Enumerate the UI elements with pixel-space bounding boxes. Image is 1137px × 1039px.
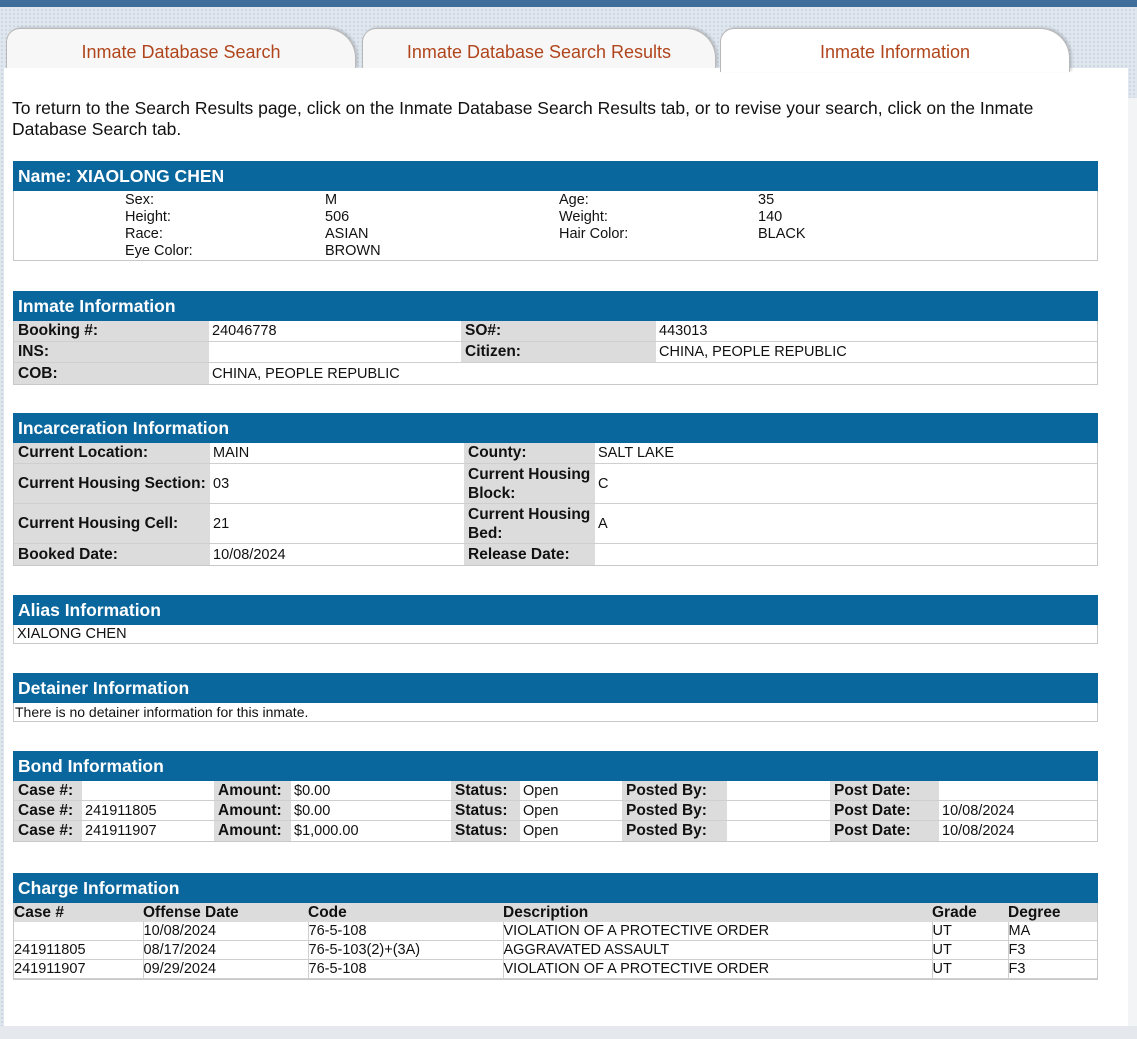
bond-row — [14, 821, 1097, 841]
charge-table — [14, 903, 1097, 979]
bond-status-label: Status: — [451, 821, 520, 841]
inmate-info-section — [13, 291, 1098, 385]
bond-amount-value: $0.00 — [294, 782, 331, 799]
name-section — [13, 161, 1098, 261]
charge-cell-description: VIOLATION OF A PROTECTIVE ORDER — [503, 960, 932, 979]
ins-value — [209, 342, 461, 362]
race-value: ASIAN — [325, 226, 369, 242]
bond-amount-label: Amount: — [214, 781, 291, 800]
incarceration-row — [14, 544, 1097, 565]
name-heading: Name: XIAOLONG CHEN — [13, 161, 1098, 191]
cob-label: COB: — [14, 363, 209, 384]
housing-block-value: C — [598, 475, 609, 492]
bond-amount-value: $1,000.00 — [294, 823, 359, 839]
charge-cell-degree: F3 — [1008, 960, 1097, 979]
eye-color-label: Eye Color: — [125, 243, 193, 259]
bond-posted-by-value — [727, 781, 830, 800]
county-label: County: — [464, 443, 595, 463]
hair-color-label: Hair Color: — [559, 226, 629, 242]
column-header-case: Case # — [14, 903, 143, 922]
incarceration-table — [13, 443, 1098, 566]
inmate-info-table — [13, 321, 1098, 385]
table-row — [14, 941, 1097, 960]
current-location-label: Current Location: — [14, 443, 210, 463]
weight-value: 140 — [758, 209, 783, 225]
sex-label: Sex: — [125, 192, 155, 208]
bond-amount-label: Amount: — [214, 801, 291, 820]
booked-date-label: Booked Date: — [14, 544, 210, 565]
bond-status-value: Open — [523, 823, 559, 839]
bond-status-label: Status: — [451, 781, 520, 800]
physical-details — [13, 191, 1098, 261]
housing-cell-label: Current Housing Cell: — [14, 504, 210, 543]
sex-value: M — [325, 192, 338, 208]
top-bar — [0, 0, 1137, 7]
charge-cell-code: 76-5-108 — [308, 922, 503, 941]
bond-amount-value: $0.00 — [294, 802, 331, 819]
so-label: SO#: — [461, 321, 656, 341]
charge-cell-case: 241911907 — [14, 960, 143, 979]
detainer-heading: Detainer Information — [13, 673, 1098, 703]
charge-cell-code: 76-5-108 — [308, 960, 503, 979]
bond-post-date-value — [939, 781, 1097, 800]
charge-cell-code: 76-5-103(2)+(3A) — [308, 941, 503, 960]
housing-section-value: 03 — [213, 475, 230, 492]
bond-case-value — [82, 781, 214, 800]
charge-cell-degree: F3 — [1008, 941, 1097, 960]
race-label: Race: — [125, 226, 163, 242]
tab-inmate-information[interactable]: Inmate Information — [720, 28, 1070, 72]
bond-row — [14, 801, 1097, 821]
charge-cell-description: AGGRAVATED ASSAULT — [503, 941, 932, 960]
citizen-label: Citizen: — [461, 342, 656, 362]
column-header-grade: Grade — [932, 903, 1008, 922]
housing-section-label: Current Housing Section: — [14, 464, 210, 503]
bond-post-date-label: Post Date: — [830, 821, 939, 841]
housing-bed-value: A — [598, 515, 608, 532]
bond-posted-by-value — [727, 821, 830, 841]
incarceration-heading: Incarceration Information — [13, 413, 1098, 443]
age-label: Age: — [559, 192, 589, 208]
bond-post-date-value: 10/08/2024 — [942, 802, 1015, 819]
bond-table — [13, 781, 1098, 842]
incarceration-row — [14, 464, 1097, 504]
bond-post-date-label: Post Date: — [830, 801, 939, 820]
bond-section — [13, 751, 1098, 842]
age-value: 35 — [758, 192, 775, 208]
tab-inmate-database-search-results[interactable]: Inmate Database Search Results — [362, 28, 716, 68]
panel-edge — [1128, 98, 1137, 1039]
charge-cell-grade: UT — [932, 960, 1008, 979]
bond-case-label: Case #: — [14, 821, 82, 841]
column-header-description: Description — [503, 903, 932, 922]
inmate-info-heading: Inmate Information — [13, 291, 1098, 321]
cob-value: CHINA, PEOPLE REPUBLIC — [212, 365, 400, 382]
bond-posted-by-value — [727, 801, 830, 820]
tab-inmate-database-search[interactable]: Inmate Database Search — [6, 28, 356, 68]
alias-heading: Alias Information — [13, 595, 1098, 625]
bottom-bar — [0, 1026, 1137, 1039]
bond-status-label: Status: — [451, 801, 520, 820]
so-value: 443013 — [659, 323, 708, 339]
charge-cell-offense-date: 10/08/2024 — [143, 922, 308, 941]
bond-case-value: 241911805 — [85, 802, 157, 819]
charge-cell-offense-date: 09/29/2024 — [143, 960, 308, 979]
column-header-code: Code — [308, 903, 503, 922]
incarceration-section — [13, 413, 1098, 566]
housing-block-label: Current Housing Block: — [464, 464, 595, 503]
citizen-value: CHINA, PEOPLE REPUBLIC — [659, 344, 847, 360]
eye-color-value: BROWN — [325, 243, 381, 259]
bond-case-label: Case #: — [14, 801, 82, 820]
booking-value: 24046778 — [212, 323, 277, 339]
hair-color-value: BLACK — [758, 226, 806, 242]
charge-cell-description: VIOLATION OF A PROTECTIVE ORDER — [503, 922, 932, 941]
charge-cell-case — [14, 922, 143, 941]
housing-bed-label: Current Housing Bed: — [464, 504, 595, 543]
table-row — [14, 960, 1097, 979]
charge-cell-grade: UT — [932, 922, 1008, 941]
column-header-degree: Degree — [1008, 903, 1097, 922]
bond-posted-by-label: Posted By: — [622, 821, 727, 841]
booking-label: Booking #: — [14, 321, 209, 341]
bond-row — [14, 781, 1097, 801]
column-header-offense-date: Offense Date — [143, 903, 308, 922]
release-date-value — [595, 544, 1097, 565]
charge-heading: Charge Information — [13, 873, 1098, 903]
housing-cell-value: 21 — [213, 515, 230, 532]
ins-label: INS: — [14, 342, 209, 362]
inmate-info-row — [14, 321, 1097, 342]
weight-label: Weight: — [559, 209, 608, 225]
inmate-info-row — [14, 363, 1097, 384]
bond-amount-label: Amount: — [214, 821, 291, 841]
incarceration-row — [14, 504, 1097, 544]
charge-cell-grade: UT — [932, 941, 1008, 960]
booked-date-value: 10/08/2024 — [213, 546, 286, 563]
detainer-section — [13, 673, 1098, 722]
inmate-info-row — [14, 342, 1097, 363]
bond-status-value: Open — [523, 802, 559, 819]
bond-heading: Bond Information — [13, 751, 1098, 781]
charge-cell-degree: MA — [1008, 922, 1097, 941]
charge-table-wrap — [13, 903, 1098, 980]
bond-posted-by-label: Posted By: — [622, 801, 727, 820]
bond-posted-by-label: Posted By: — [622, 781, 727, 800]
bond-case-label: Case #: — [14, 781, 82, 800]
alias-value: XIALONG CHEN — [13, 625, 1098, 644]
intro-text: To return to the Search Results page, click on the Inmate Database Search Results tab, or to revise your search, click on the Inmate Database Search tab. — [12, 98, 1034, 139]
incarceration-row — [14, 443, 1097, 464]
county-value: SALT LAKE — [598, 445, 675, 461]
bond-post-date-value: 10/08/2024 — [942, 823, 1015, 839]
bond-case-value: 241911907 — [85, 823, 157, 839]
height-value: 506 — [325, 209, 350, 225]
charge-cell-offense-date: 08/17/2024 — [143, 941, 308, 960]
content-panel — [4, 68, 1128, 1026]
charge-section — [13, 873, 1098, 980]
detainer-value: There is no detainer information for this inmate. — [13, 703, 1098, 722]
alias-section — [13, 595, 1098, 644]
height-label: Height: — [125, 209, 171, 225]
charge-cell-case: 241911805 — [14, 941, 143, 960]
release-date-label: Release Date: — [464, 544, 595, 565]
bond-post-date-label: Post Date: — [830, 781, 939, 800]
charge-header-row — [14, 903, 1097, 922]
table-row — [14, 922, 1097, 941]
bond-status-value: Open — [523, 782, 559, 799]
current-location-value: MAIN — [213, 445, 250, 461]
tab-bar — [0, 28, 1137, 70]
